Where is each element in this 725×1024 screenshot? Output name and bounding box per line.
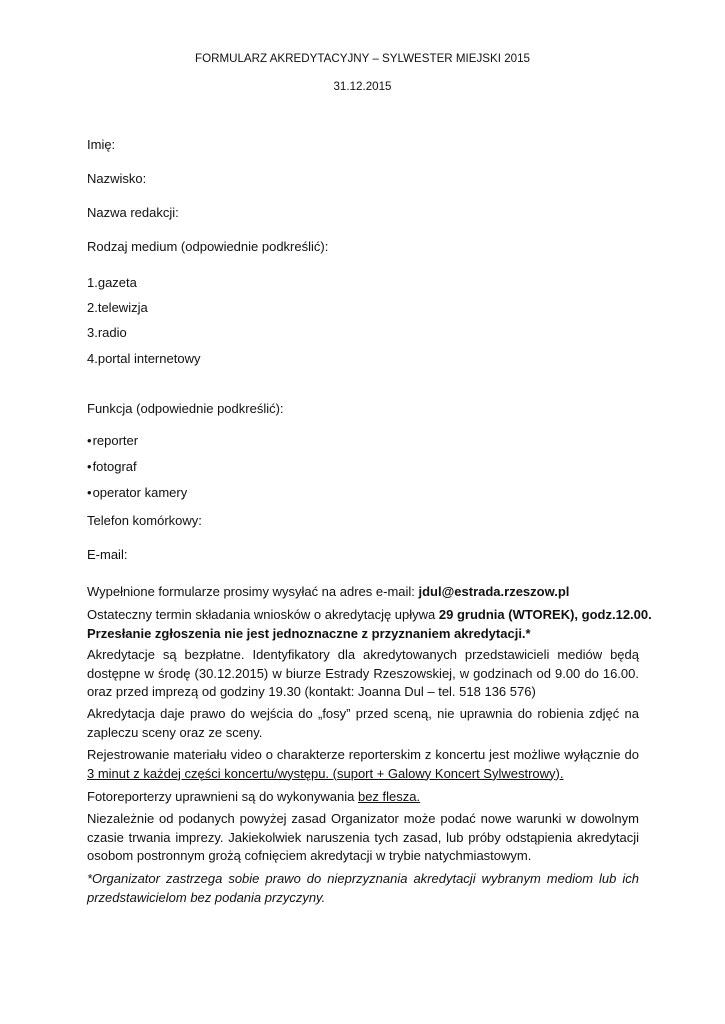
media-option-portal: 4.portal internetowy: [87, 351, 201, 366]
fosa-line-2: zapleczu sceny oraz ze sceny.: [87, 724, 263, 740]
note-line-2: przedstawicielom bez podania przyczyny.: [87, 889, 326, 905]
function-option-operator: [87, 485, 187, 500]
video-line-1: Rejestrowanie materiału video o charakterze reporterskim z koncertu jest możliwe wyłącznie do: [87, 747, 639, 762]
free-line-2: dostępne w środę (30.12.2015) w biurze Estrady Rzeszowskiej, w godzinach od 9.00 do 16.00.: [87, 665, 639, 681]
deadline-note: Przesłanie zgłoszenia nie jest jednoznaczne z przyznaniem akredytacji.*: [87, 625, 531, 641]
field-medium-label: Rodzaj medium (odpowiednie podkreślić):: [87, 239, 329, 254]
video-line-2: 3 minut z każdej części koncertu/występu. (suport + Galowy Koncert Sylwestrowy).: [87, 765, 564, 781]
flash-text: Fotoreporterzy uprawnieni są do wykonywania: [87, 789, 358, 804]
note-line-1: *Organizator zastrzega sobie prawo do nieprzyznania akredytacji wybranym mediom lub ich: [87, 871, 639, 886]
paragraph-fosa: [87, 705, 639, 742]
media-option-radio: 3.radio: [87, 325, 127, 340]
field-funkcja-label: Funkcja (odpowiednie podkreślić):: [87, 401, 284, 416]
fosa-line-1: Akredytacja daje prawo do wejścia do „fosy” przed sceną, nie uprawnia do robienia zdjęć na: [87, 706, 639, 721]
bullet-icon: •: [87, 459, 92, 474]
paragraph-free: [87, 646, 639, 702]
paragraph-note: [87, 870, 639, 907]
deadline-text: Ostateczny termin składania wniosków o akredytację upływa: [87, 607, 439, 622]
bullet-icon: •: [87, 433, 92, 448]
function-option-reporter: [87, 433, 138, 448]
document-date: 31.12.2015: [333, 80, 392, 93]
paragraph-video: [87, 746, 639, 783]
paragraph-flash: [87, 788, 639, 807]
function-option-label: fotograf: [92, 459, 137, 474]
field-phone-label: Telefon komórkowy:: [87, 513, 202, 528]
field-nazwisko-label: Nazwisko:: [87, 171, 147, 186]
rules-line-3: osobom postronnym grożą cofnięciem akredytacji w trybie natychmiastowym.: [87, 848, 532, 863]
contact-email-link[interactable]: jdul@estrada.rzeszow.pl: [418, 584, 570, 599]
paragraph-send: [87, 583, 639, 602]
media-option-gazeta: 1.gazeta: [87, 275, 137, 290]
function-option-fotograf: [87, 459, 137, 474]
paragraph-deadline: [87, 606, 652, 643]
flash-underlined: bez flesza.: [357, 789, 421, 804]
bullet-icon: •: [87, 485, 92, 500]
free-line-3: oraz przed imprezą od godziny 19.30 (kontakt: Joanna Dul – tel. 518 136 576): [87, 684, 536, 699]
free-line-1: Akredytacje są bezpłatne. Identyfikatory dla akredytowanych przedstawicieli mediów będą: [87, 647, 639, 662]
document-title: FORMULARZ AKREDYTACYJNY – SYLWESTER MIEJSKI 2015: [194, 52, 531, 65]
function-option-label: operator kamery: [92, 485, 188, 500]
field-email-label: E-mail:: [87, 547, 128, 562]
field-redakcja-label: Nazwa redakcji:: [87, 205, 179, 220]
rules-line-1: Niezależnie od podanych powyżej zasad Organizator może podać nowe warunki w dowolnym: [87, 811, 639, 826]
rules-line-2: czasie trwania imprezy. Jakiekolwiek naruszenia tych zasad, lub próby odstąpienia akredytacji: [87, 829, 639, 845]
paragraph-rules: [87, 810, 639, 866]
field-imie-label: Imię:: [87, 137, 116, 152]
media-option-telewizja: 2.telewizja: [87, 300, 148, 315]
deadline-date: 29 grudnia (WTOREK), godz.12.00.: [438, 607, 652, 622]
send-text: Wypełnione formularze prosimy wysyłać na adres e-mail:: [87, 584, 419, 599]
function-option-label: reporter: [92, 433, 139, 448]
